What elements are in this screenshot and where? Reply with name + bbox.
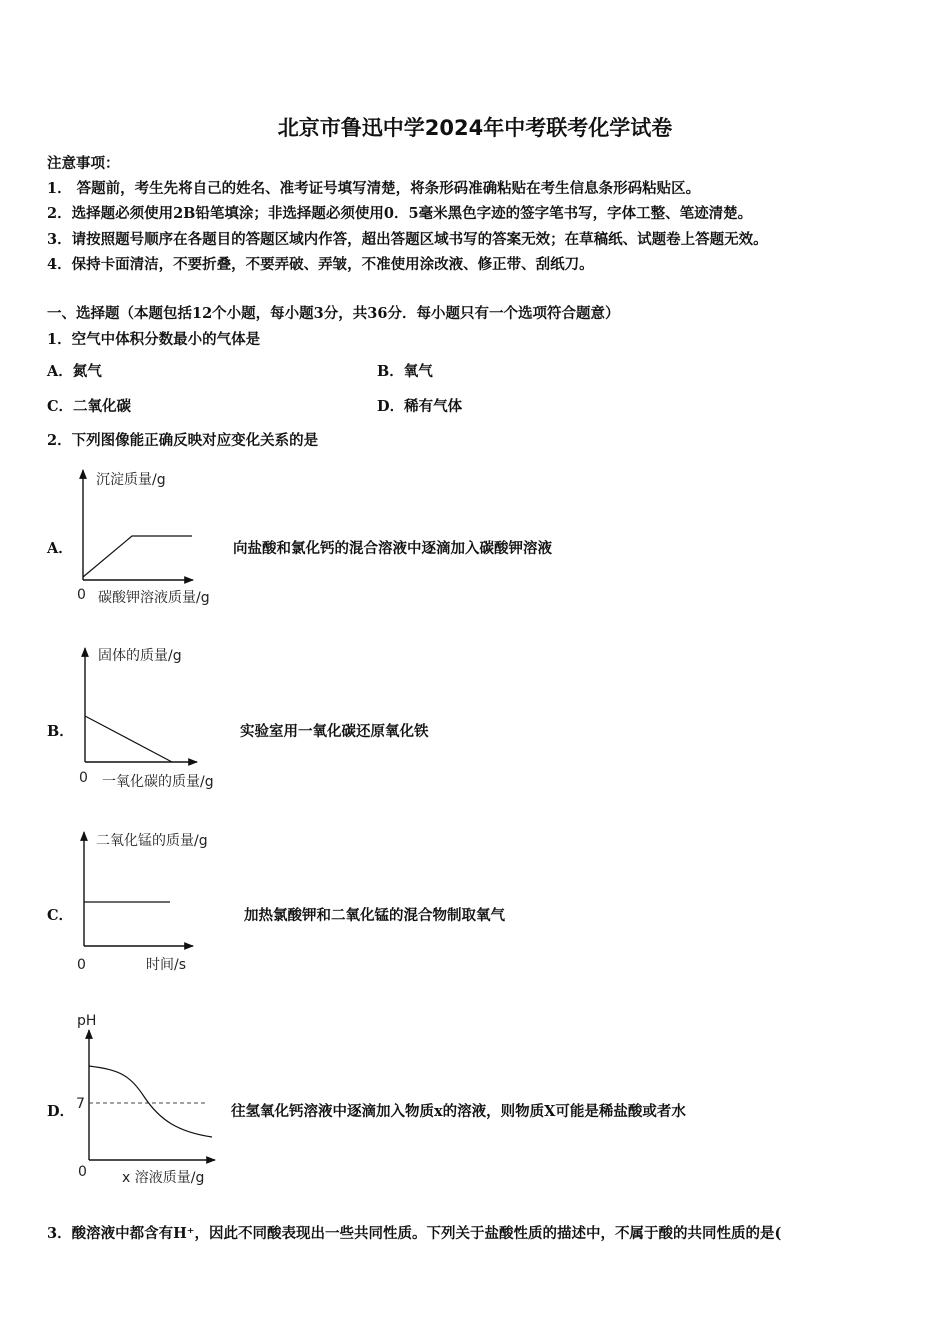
graph-c-y-label: 二氧化锰的质量/g xyxy=(96,833,208,849)
q2-option-c-text: 加热氯酸钾和二氧化锰的混合物制取氧气 xyxy=(244,907,505,924)
q1-option-a-text: 氮气 xyxy=(72,363,102,380)
graph-d-ref-value: 7 xyxy=(76,1096,85,1112)
q1-option-b-letter: B． xyxy=(377,363,404,380)
notice-item-1: 1． 答题前，考生先将自己的姓名、准考证号填写清楚，将条形码准确粘贴在考生信息条形码粘贴区。 xyxy=(47,180,701,197)
section-heading: 一、选择题（本题包括12个小题，每小题3分，共36分．每小题只有一个选项符合题意） xyxy=(47,305,620,322)
q1-stem: 1．空气中体积分数最小的气体是 xyxy=(47,331,261,348)
page-title: 北京市鲁迅中学2024年中考联考化学试卷 xyxy=(277,116,673,140)
q1-option-b-text: 氧气 xyxy=(403,363,433,380)
q2-option-b-letter: B． xyxy=(47,723,74,740)
graph-b-curve xyxy=(85,716,172,762)
q2-option-a-text: 向盐酸和氯化钙的混合溶液中逐滴加入碳酸钾溶液 xyxy=(233,540,552,557)
graph-a-origin: 0 xyxy=(77,587,86,603)
graph-d-y-label: pH xyxy=(77,1013,97,1029)
q1-option-d-text: 稀有气体 xyxy=(404,398,463,415)
notice-item-2: 2．选择题必须使用2B铅笔填涂；非选择题必须使用0．5毫米黑色字迹的签字笔书写，字体工整、笔迹清楚。 xyxy=(47,205,753,222)
q2-stem: 2．下列图像能正确反映对应变化关系的是 xyxy=(47,432,319,449)
graph-a-y-label: 沉淀质量/g xyxy=(96,472,166,488)
graph-b-y-label: 固体的质量/g xyxy=(98,648,182,664)
q1-option-d-letter: D． xyxy=(377,398,405,415)
graph-d-curve xyxy=(89,1066,212,1137)
q2-option-a-letter: A． xyxy=(47,540,73,557)
graph-a-curve xyxy=(83,536,192,577)
q2-option-d-text: 往氢氧化钙溶液中逐滴加入物质x的溶液，则物质X可能是稀盐酸或者水 xyxy=(231,1103,686,1120)
q1-option-a-letter: A． xyxy=(47,363,73,380)
graph-a-x-label: 碳酸钾溶液质量/g xyxy=(98,590,210,606)
graph-c-origin: 0 xyxy=(77,957,86,973)
notice-heading: 注意事项： xyxy=(47,155,120,172)
q2-option-c-letter: C． xyxy=(47,907,74,924)
q2-option-b-text: 实验室用一氧化碳还原氧化铁 xyxy=(240,723,429,740)
notice-item-3: 3．请按照题号顺序在各题目的答题区域内作答，超出答题区域书写的答案无效；在草稿纸、试题卷上答题无效。 xyxy=(47,231,768,248)
graph-d-x-label: x 溶液质量/g xyxy=(122,1170,205,1186)
q1-option-c-letter: C． xyxy=(47,398,74,415)
graph-b-x-label: 一氧化碳的质量/g xyxy=(102,774,214,790)
notice-item-4: 4．保持卡面清洁，不要折叠，不要弄破、弄皱，不准使用涂改液、修正带、刮纸刀。 xyxy=(47,256,594,273)
q1-option-c-text: 二氧化碳 xyxy=(73,398,132,415)
graph-d-origin: 0 xyxy=(78,1164,87,1180)
q2-option-d-letter: D． xyxy=(47,1103,75,1120)
graph-b-origin: 0 xyxy=(79,770,88,786)
graph-c-x-label: 时间/s xyxy=(146,957,187,973)
q3-stem: 3．酸溶液中都含有H⁺，因此不同酸表现出一些共同性质。下列关于盐酸性质的描述中，不属于酸的共同性质的是( xyxy=(47,1225,782,1242)
